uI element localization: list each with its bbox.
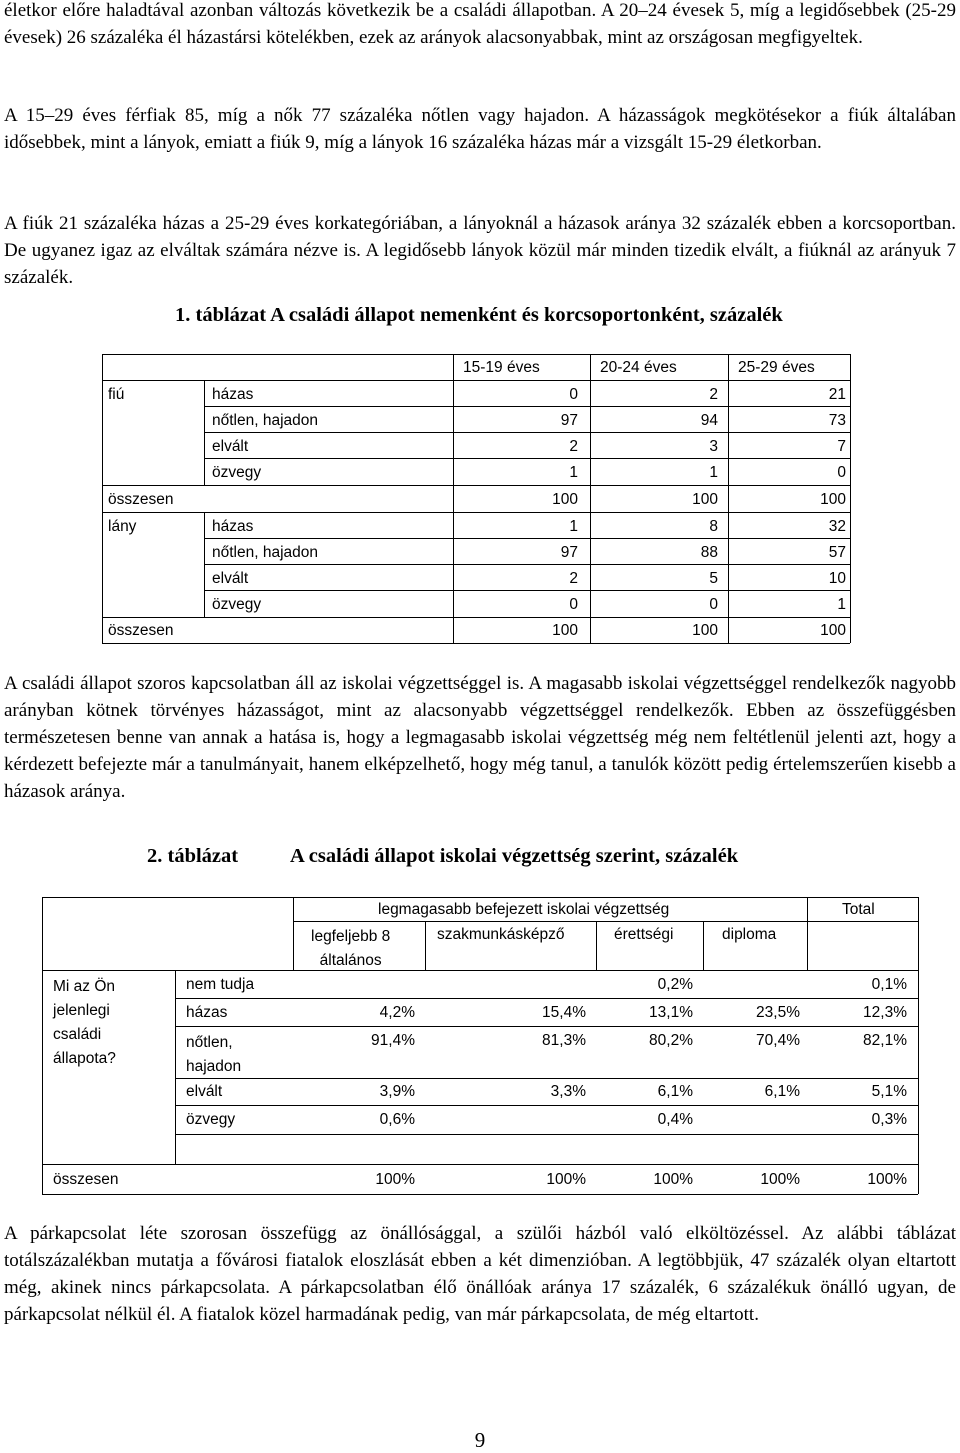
table1-header-25-29: 25-29 éves <box>738 359 815 376</box>
table1-row-label: özvegy <box>212 596 262 613</box>
paragraph-3: A fiúk 21 százaléka házas a 25-29 éves korkategóriában, a lányoknál a házasok aránya 32 százalék ebben a korcsoportban. De ugyanez igaz az elváltak számára nézve is. A legidősebb lányok közül már minden tizedik elvált, a fiúknál az arányuk 7 százalék. <box>4 213 956 288</box>
table1-cell: 10 <box>828 570 846 587</box>
table1-cell: 0 <box>837 464 846 481</box>
table2-sub-header: diploma <box>722 926 777 943</box>
table2-cell: 70,4% <box>756 1032 800 1049</box>
table2-sub-header: legfeljebb 8 általános <box>311 928 391 969</box>
table1-total-label: összesen <box>108 622 174 639</box>
table2-row-label: özvegy <box>186 1111 236 1128</box>
table2-total-label: összesen <box>53 1171 119 1188</box>
table2-total-cell: 100% <box>375 1171 415 1188</box>
table1-header-15-19: 15-19 éves <box>463 359 540 376</box>
table2-total-cell: 100% <box>653 1171 693 1188</box>
table2-super-header: legmagasabb befejezett iskolai végzettség <box>378 901 670 918</box>
table2-row-label: nem tudja <box>186 976 255 993</box>
table2-cell: 3,9% <box>379 1083 415 1100</box>
paragraph-5: A párkapcsolat léte szorosan összefügg az önállósággal, a szülői házból való elköltözéssel. Az alábbi táblázat totálszázalékban mutatja a fővárosi fiatalok eloszlását ebben a két dimenzióban. A legtöbbjük, 47 százalék olyan eltartott még, akinek nincs párkapcsolata. A párkapcsolatban élő önállóak aránya 17 százalék, 6 százalékuk önálló ugyan, de párkapcsolat nélkül él. A fiatalok közel harmadának pedig, van már párkapcsolata, de még eltartott. <box>4 1223 956 1325</box>
table1-cell: 32 <box>828 518 846 535</box>
table1-cell: 1 <box>709 464 718 481</box>
table1-cell: 21 <box>828 386 846 403</box>
page-number: 9 <box>474 1428 486 1452</box>
paragraph-1: életkor előre haladtával azonban változás következik be a családi állapotban. A 20–24 évesek 5, míg a legidősebbek (25-29 évesek) 26 százaléka él házastársi kötelékben, ezek az arányok alacsonyabbak, mint az országosan megfigyeltek. <box>4 0 956 48</box>
table1-cell: 1 <box>837 596 846 613</box>
table2-cell: 5,1% <box>871 1083 907 1100</box>
table2-total-cell: 100% <box>546 1171 586 1188</box>
table2-cell: 23,5% <box>756 1004 800 1021</box>
table1-caption: 1. táblázat A családi állapot nemenként és korcsoportonként, százalék <box>175 304 783 326</box>
table2-cell: 3,3% <box>550 1083 586 1100</box>
table2-cell: 13,1% <box>649 1004 693 1021</box>
table1-row-label: házas <box>212 518 254 535</box>
table2-sub-header: érettségi <box>614 926 674 943</box>
table1-cell: 0 <box>569 386 578 403</box>
table2-cell: 0,1% <box>871 976 907 993</box>
table2-cell: 81,3% <box>542 1032 586 1049</box>
table1-cell: 1 <box>569 464 578 481</box>
table2-cell: 6,1% <box>764 1083 800 1100</box>
table1-row-label: nőtlen, hajadon <box>212 412 319 429</box>
table2-cell: 91,4% <box>371 1032 415 1049</box>
table1-cell: 100 <box>820 622 846 639</box>
table1-cell: 0 <box>569 596 578 613</box>
table1-cell: 57 <box>828 544 846 561</box>
table2-caption-text: A családi állapot iskolai végzettség szerint, százalék <box>290 845 739 867</box>
table1-cell: 8 <box>709 518 718 535</box>
table1-cell: 88 <box>700 544 718 561</box>
table1-cell: 0 <box>709 596 718 613</box>
table2-question: Mi az Ön jelenlegi családi állapota? <box>53 978 116 1067</box>
table2-total-cell: 100% <box>867 1171 907 1188</box>
table1-row-label: nőtlen, hajadon <box>212 544 319 561</box>
table2-cell: 0,2% <box>657 976 693 993</box>
table1-cell: 2 <box>569 570 578 587</box>
table1-cell: 7 <box>837 438 846 455</box>
table1-cell: 73 <box>828 412 846 429</box>
table1-cell: 2 <box>709 386 718 403</box>
table2-cell: 6,1% <box>657 1083 693 1100</box>
table2-row-label: elvált <box>186 1083 223 1100</box>
table1-cell: 5 <box>709 570 718 587</box>
table1-cell: 100 <box>820 491 846 508</box>
paragraph-4: A családi állapot szoros kapcsolatban áll az iskolai végzettséggel is. A magasabb iskolai végzettséggel rendelkezők nagyobb arányban kötnek törvényes házasságot, mint az alacsonyabb végzettséggel rendelkezők. Ebben az összefüggésben természetesen benne van annak a hatása is, hogy a legmagasabb iskolai végzettség még nem feltétlenül jelenti azt, hogy a kérdezett befejezte már a tanulmányait, hanem elképzelhető, hogy még tanul, a tanulók között pedig értelemszerűen kisebb a házasok aránya. <box>4 673 956 802</box>
table1-cell: 1 <box>569 518 578 535</box>
table2-cell: 4,2% <box>379 1004 415 1021</box>
table1-row-label: elvált <box>212 438 249 455</box>
table2-cell: 0,3% <box>871 1111 907 1128</box>
table2-cell: 0,4% <box>657 1111 693 1128</box>
table1-header-20-24: 20-24 éves <box>600 359 677 376</box>
table1-total-label: összesen <box>108 491 174 508</box>
table1-cell: 97 <box>560 412 578 429</box>
table2-row-label: házas <box>186 1004 228 1021</box>
table1-cell: 3 <box>709 438 718 455</box>
table1-cell: 2 <box>569 438 578 455</box>
table1-row-label: özvegy <box>212 464 262 481</box>
table2-total-cell: 100% <box>760 1171 800 1188</box>
table2-cell: 82,1% <box>863 1032 907 1049</box>
table1-cell: 100 <box>552 491 578 508</box>
table2-sub-header: szakmunkásképző <box>437 926 565 943</box>
table2-cell: 15,4% <box>542 1004 586 1021</box>
table2-total-header: Total <box>842 901 875 918</box>
table2-row-label: nőtlen, hajadon <box>186 1034 242 1075</box>
table1-cell: 100 <box>692 622 718 639</box>
table1-cell: 94 <box>700 412 718 429</box>
table1-row-label: házas <box>212 386 254 403</box>
table2-cell: 12,3% <box>863 1004 907 1021</box>
table1-cell: 100 <box>552 622 578 639</box>
table2-cell: 80,2% <box>649 1032 693 1049</box>
table1-cell: 97 <box>560 544 578 561</box>
table1-group-label: fiú <box>108 386 125 403</box>
table1-row-label: elvált <box>212 570 249 587</box>
table1-group-label: lány <box>108 518 137 535</box>
table1-cell: 100 <box>692 491 718 508</box>
paragraph-2: A 15–29 éves férfiak 85, míg a nők 77 százaléka nőtlen vagy hajadon. A házasságok megkötésekor a fiúk általában idősebbek, mint a lányok, emiatt a fiúk 9, míg a lányok 16 százaléka házas már a vizsgált 15-29 életkorban. <box>4 105 956 153</box>
table2-cell: 0,6% <box>379 1111 415 1128</box>
table2-caption-number: 2. táblázat <box>147 845 239 867</box>
